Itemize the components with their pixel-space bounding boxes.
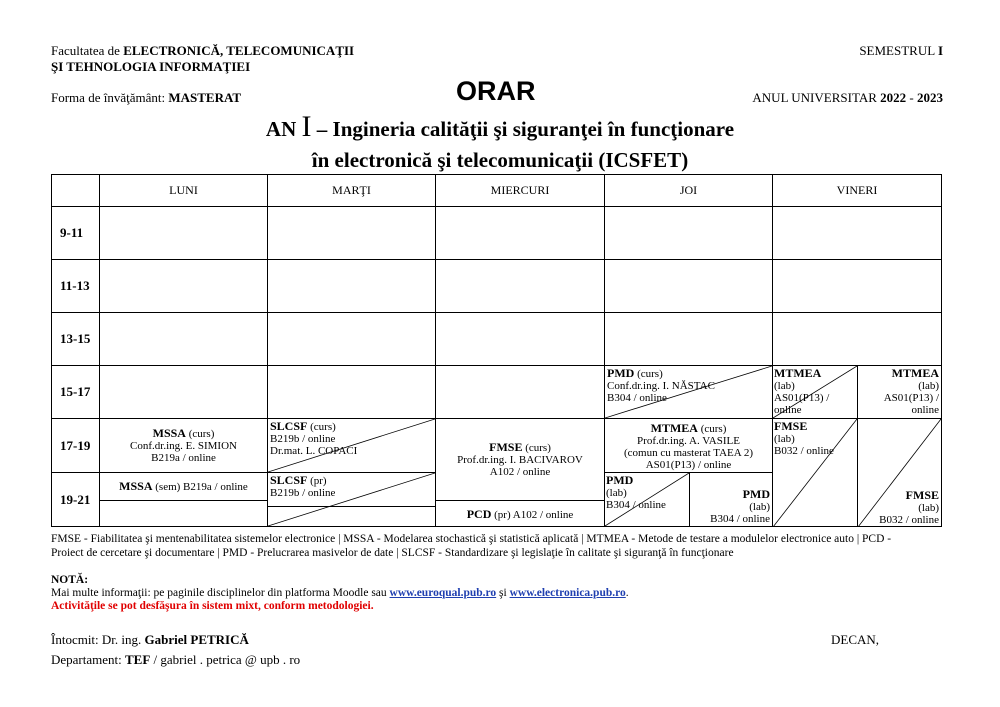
dept-label: Departament: (51, 652, 122, 667)
cell-empty (100, 207, 268, 260)
note-period: . (625, 587, 629, 599)
mtmea-lab-a-room2: online (774, 404, 802, 416)
miercuri-17-21-cell (436, 419, 605, 527)
mtmea-lab-b-type: (lab) (918, 380, 939, 392)
event-mssa-curs[interactable] (100, 419, 268, 473)
department (51, 652, 300, 668)
event-fmse-curs[interactable] (436, 441, 604, 478)
mtmea-lab-a-code: MTMEA (774, 366, 822, 380)
slcsf-pr-text (270, 474, 335, 499)
pmd-curs-room: B304 / online (607, 392, 667, 404)
mtmea-lab-a-text (774, 367, 829, 416)
cell-empty (100, 260, 268, 313)
day-header-luni: LUNI (100, 175, 268, 207)
timetable (51, 174, 942, 527)
day-header-vineri: VINERI (773, 175, 942, 207)
mtmea-curs-text (605, 422, 772, 471)
mixed-system-warning: Activităţile se pot desfăşura în sistem mixt, conform metodologiei. (51, 600, 374, 612)
slcsf-curs-room: B219b / online (270, 433, 336, 445)
mssa-sem-text (100, 480, 267, 493)
fmse-curs-code: FMSE (489, 440, 523, 454)
cell-empty (436, 207, 605, 260)
cell-empty (100, 313, 268, 366)
mtmea-curs-code: MTMEA (650, 421, 698, 435)
slot-9-11: 9-11 (52, 207, 100, 260)
mtmea-curs-type: (curs) (700, 423, 727, 435)
euroqual-link[interactable]: www.euroqual.pub.ro (389, 587, 497, 599)
academic-year (752, 90, 943, 106)
mtmea-lab-a-room: AS01(P13) / (774, 392, 830, 404)
legend-line2: Proiect de cercetare şi documentare | PMD - Prelucrarea masivelor de date | SLCSF - Standardizare şi legislaţie în calitate şi siguranţă în funcţionare (51, 547, 734, 559)
mssa-curs-code: MSSA (152, 426, 186, 440)
pmd-lab-b-code: PMD (742, 487, 770, 501)
cell-empty (605, 313, 773, 366)
program-title-line2: în electronică şi telecomunicaţii (ICSFET) (311, 148, 689, 172)
title-line1: – Ingineria calităţii şi siguranţei în funcţionare (316, 117, 735, 141)
event-mtmea-curs[interactable] (605, 419, 773, 473)
cell-empty (436, 366, 605, 419)
cell-empty (773, 260, 942, 313)
mssa-sem-room: B219a / online (183, 481, 248, 493)
slcsf-curs-code: SLCSF (270, 419, 308, 433)
mssa-sem-type: (sem) (155, 481, 181, 493)
faculty-line2: ŞI TEHNOLOGIA INFORMAŢIEI (51, 59, 251, 74)
note-block (51, 574, 629, 613)
slcsf-pr-type: (pr) (310, 475, 327, 487)
mtmea-lab-a-type: (lab) (774, 380, 795, 392)
fmse-curs-room: A102 / online (489, 466, 551, 478)
fmse-lab-a-text (774, 420, 834, 457)
event-pmd-curs[interactable] (605, 366, 773, 419)
fmse-curs-type: (curs) (525, 442, 551, 454)
pmd-lab-a-type: (lab) (606, 487, 627, 499)
prepared-label: Întocmit: Dr. ing. (51, 632, 142, 647)
pmd-curs-code: PMD (607, 366, 635, 380)
slcsf-pr-code: SLCSF (270, 473, 308, 487)
title-an: AN (265, 117, 297, 141)
event-fmse-lab-a[interactable] (773, 419, 858, 527)
mssa-sem-code: MSSA (119, 479, 153, 493)
semester-label: SEMESTRUL (859, 43, 935, 58)
mtmea-lab-b-text (884, 367, 939, 416)
faculty-line1: ELECTRONICĂ, TELECOMUNICAŢII (123, 43, 355, 58)
legend-line1: FMSE - Fiabilitatea şi mentenabilitatea sistemelor electronice | MSSA - Modelarea stochastică şi statistică aplicată | MTMEA - Metode de testare a modulelor electronice auto | PCD - (51, 533, 892, 545)
pmd-curs-type: (curs) (637, 368, 663, 380)
semester-value: I (937, 43, 943, 58)
contact-email: / gabriel . petrica @ upb . ro (153, 652, 301, 667)
event-mtmea-lab-b[interactable] (858, 366, 941, 418)
corner-cell (52, 175, 100, 207)
pcd-pr-room: A102 / online (512, 509, 574, 521)
event-slcsf-pr[interactable] (268, 473, 436, 527)
year-label: ANUL UNIVERSITAR (752, 90, 877, 105)
cell-split-line (268, 506, 435, 507)
slot-11-13: 11-13 (52, 260, 100, 313)
slot-15-17: 15-17 (52, 366, 100, 419)
note-label: NOTĂ: (51, 574, 89, 586)
note-and: şi (499, 587, 507, 599)
pmd-lab-b-text (710, 488, 770, 525)
cell-empty (268, 207, 436, 260)
year-start: 2022 (880, 90, 907, 105)
year-sep: - (909, 90, 914, 105)
pmd-curs-text (607, 367, 715, 404)
electronica-link[interactable]: www.electronica.pub.ro (509, 587, 626, 599)
mtmea-lab-b-room2: online (911, 404, 939, 416)
pcd-pr-type: (pr) (494, 509, 511, 521)
slcsf-pr-room: B219b / online (270, 487, 336, 499)
dept-value: TEF (125, 652, 151, 667)
mssa-curs-type: (curs) (188, 428, 215, 440)
pcd-pr-text (436, 508, 604, 521)
cell-empty (773, 313, 942, 366)
day-header-miercuri: MIERCURI (436, 175, 605, 207)
fmse-lab-a-type: (lab) (774, 433, 795, 445)
semester (859, 43, 943, 59)
pcd-pr-code: PCD (466, 507, 492, 521)
fmse-lab-a-room: B032 / online (774, 445, 834, 457)
fmse-lab-b-type: (lab) (918, 502, 939, 514)
pmd-lab-b-room: B304 / online (710, 513, 770, 525)
slot-13-15: 13-15 (52, 313, 100, 366)
study-form-value: MASTERAT (168, 90, 242, 105)
mssa-curs-room: B219a / online (151, 452, 216, 464)
slot-17-19: 17-19 (52, 419, 100, 473)
title-roman: I (301, 110, 312, 143)
joi-19-21-cell (605, 473, 773, 527)
cell-empty (268, 313, 436, 366)
day-header-joi: JOI (605, 175, 773, 207)
mssa-curs-prof: Conf.dr.ing. E. SIMION (130, 440, 237, 452)
pmd-lab-b-type: (lab) (749, 501, 770, 513)
fmse-lab-b-code: FMSE (905, 488, 939, 502)
cell-empty (605, 260, 773, 313)
cell-empty (773, 207, 942, 260)
program-title (0, 112, 1000, 144)
slcsf-curs-text (270, 420, 357, 457)
pmd-lab-a-code: PMD (606, 473, 634, 487)
abbreviation-legend (51, 532, 946, 560)
event-mtmea-lab-a[interactable] (773, 366, 858, 418)
cell-empty (100, 366, 268, 419)
vineri-15-17-cell (773, 366, 942, 419)
note-text: Mai multe informaţii: pe paginile disciplinelor din platforma Moodle sau (51, 587, 387, 599)
day-header-marti: MARŢI (268, 175, 436, 207)
cell-empty (605, 207, 773, 260)
faculty-name (51, 43, 354, 75)
cell-empty (268, 260, 436, 313)
fmse-lab-b-room: B032 / online (879, 514, 939, 526)
pmd-lab-a-room: B304 / online (606, 499, 666, 511)
event-mssa-sem[interactable] (100, 473, 268, 527)
cell-empty (436, 313, 605, 366)
event-fmse-lab-b[interactable] (858, 419, 941, 527)
study-form-label: Forma de învăţământ: (51, 90, 166, 105)
doc-title: ORAR (456, 76, 536, 106)
cell-empty (268, 366, 436, 419)
slcsf-curs-prof: Dr.mat. L. COPACI (270, 445, 358, 457)
event-pcd-pr[interactable] (436, 500, 604, 521)
prepared-by (51, 632, 249, 648)
mtmea-curs-room: AS01(P13) / online (645, 459, 732, 471)
event-pmd-lab-a[interactable] (605, 473, 690, 526)
cell-empty (436, 260, 605, 313)
study-form (51, 90, 241, 106)
dean-label: DECAN, (831, 632, 880, 647)
year-end: 2023 (917, 90, 943, 105)
mtmea-lab-b-code: MTMEA (891, 366, 939, 380)
fmse-lab-a-code: FMSE (774, 419, 808, 433)
slcsf-curs-type: (curs) (310, 421, 336, 433)
mtmea-lab-b-room: AS01(P13) / (883, 392, 939, 404)
faculty-prefix: Facultatea de (51, 43, 120, 58)
mssa-curs-text (100, 427, 267, 464)
cell-split-line (100, 500, 267, 501)
fmse-lab-b-text (879, 489, 939, 526)
fmse-curs-prof: Prof.dr.ing. I. BACIVAROV (457, 454, 583, 466)
prepared-name: Gabriel PETRICĂ (144, 632, 249, 647)
vineri-17-21-cell (773, 419, 942, 527)
event-pmd-lab-b[interactable] (690, 473, 772, 526)
mtmea-curs-note: (comun cu masterat TAEA 2) (623, 447, 754, 459)
slot-19-21: 19-21 (52, 473, 100, 527)
pmd-lab-a-text (606, 474, 666, 511)
mtmea-curs-prof: Prof.dr.ing. A. VASILE (637, 435, 740, 447)
pmd-curs-prof: Conf.dr.ing. I. NĂSTAC (607, 380, 715, 392)
event-slcsf-curs[interactable] (268, 419, 436, 473)
